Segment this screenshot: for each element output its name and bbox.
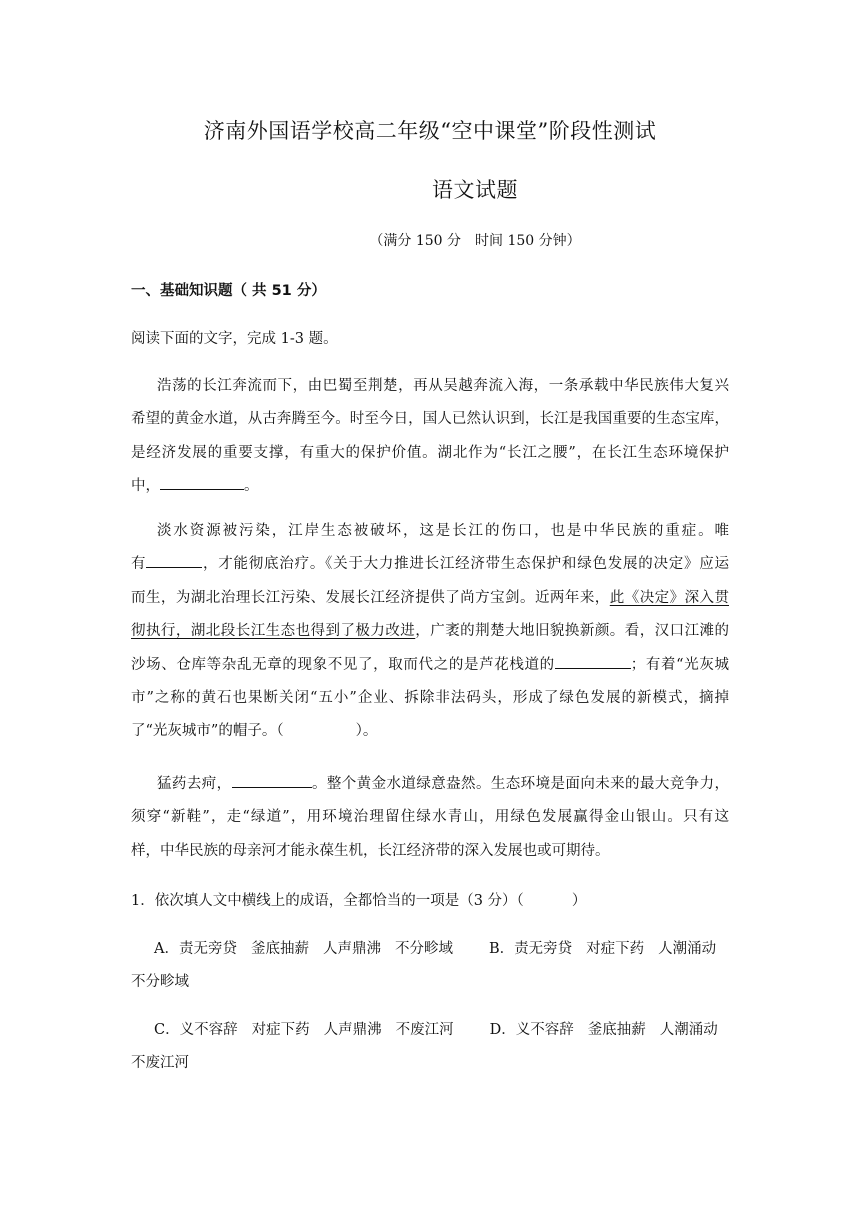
passage-paragraph-1 [131, 370, 729, 504]
passage-line [131, 548, 729, 581]
text-fragment: 而生，为湖北治理长江污染、发展长江经济提供了尚方宝剑。近两年来， [131, 589, 610, 606]
underlined-sentence: 彻执行，湖北段长江生态也得到了极力改进 [131, 623, 416, 640]
text-fragment: 猛药去疴， [157, 776, 232, 792]
passage-paragraph-2 [131, 515, 729, 749]
passage-line: 须穿“新鞋”，走“绿道”，用环境治理留住绿水青山，用绿色发展赢得金山银山。只有这 [131, 809, 729, 826]
option-a-word: 人声鼎沸 [322, 941, 381, 957]
text-fragment: 中， [131, 478, 160, 495]
text-fragment: 。 [244, 478, 259, 495]
fill-blank [160, 474, 244, 490]
option-a-word: 不分畛域 [394, 941, 453, 957]
passage-line [131, 649, 729, 682]
text-fragment: ，才能彻底治疗。《关于大力推进长江经济带生态保护和绿色发展的决定》应运 [202, 556, 730, 573]
passage-line: 是经济发展的重要支撑，有重大的保护价值。湖北作为“长江之腰”，在长江生态环境保护 [131, 444, 729, 461]
option-d-word: 釜底抽薪 [587, 1022, 646, 1038]
fill-blank [146, 552, 202, 568]
fill-blank [555, 652, 631, 668]
option-c-word: 对症下药 [251, 1022, 310, 1038]
section-heading: 一、基础知识题（ 共 51 分） [131, 283, 326, 299]
passage-line: 淡水资源被污染，江岸生态被破坏，这是长江的伤口，也是中华民族的重症。唯 [157, 523, 729, 539]
text-fragment: 。整个黄金水道绿意盎然。生态环境是面向未来的最大竞争力， [311, 776, 729, 792]
text-fragment: ，广袤的荆楚大地旧貌换新颜。看，汉口江滩的 [415, 623, 730, 640]
text-fragment: 有 [131, 556, 147, 573]
option-row: 不废江河 [131, 1055, 189, 1071]
passage-line: 希望的黄金水道，从古奔腾至今。时至今日，国人已然认识到，长江是我国重要的生态宝库， [131, 411, 729, 428]
text-fragment: 1．依次填人文中横线上的成语，全都恰当的一项是（3 分）（ [131, 893, 524, 909]
passage-line [131, 768, 729, 801]
option-b-label: B．责无旁贷 [488, 941, 573, 957]
passage-line [131, 582, 729, 615]
underlined-sentence: 此《决定》深入贯 [609, 589, 730, 606]
option-a-label: A．责无旁贷 [154, 941, 237, 957]
options-c-d [131, 1014, 729, 1080]
option-row [131, 1014, 729, 1047]
option-c-word: 不废江河 [395, 1022, 454, 1038]
option-c-word: 人声鼎沸 [323, 1022, 382, 1038]
option-d-word: 人潮涌动 [659, 1022, 718, 1038]
exam-subtitle: 语文试题 [432, 178, 518, 202]
passage-paragraph-3 [131, 768, 729, 868]
passage-line: 市”之称的黄石也果断关闭“五小”企业、拆除非法码头，形成了绿色发展的新模式，摘掉 [131, 690, 729, 707]
passage-line: 浩荡的长江奔流而下，由巴蜀至荆楚，再从吴越奔流入海，一条承载中华民族伟大复兴 [157, 378, 729, 394]
passage-line [131, 715, 729, 748]
text-fragment: 沙场、仓库等杂乱无章的现象不见了，取而代之的是芦花栈道的 [131, 656, 555, 673]
passage-line [131, 470, 729, 503]
option-b-word: 人潮涌动 [658, 941, 717, 957]
passage-line: 样，中华民族的母亲河才能永葆生机，长江经济带的深入发展也或可期待。 [131, 842, 610, 859]
exam-title: 济南外国语学校高二年级“空中课堂”阶段性测试 [203, 119, 657, 143]
option-a-word: 釜底抽薪 [250, 941, 309, 957]
option-b-word: 对症下药 [586, 941, 645, 957]
option-row [131, 933, 729, 966]
option-row: 不分畛域 [131, 974, 189, 990]
reading-instruction: 阅读下面的文字，完成 1-3 题。 [131, 331, 338, 347]
options-a-b [131, 933, 729, 999]
text-fragment: 了“光灰城市”的帽子。（ [131, 723, 284, 740]
option-d-label: D．义不容辞 [489, 1022, 574, 1038]
text-fragment: ）。 [355, 723, 378, 740]
text-fragment: ；有着“光灰城 [630, 656, 730, 673]
exam-info: （满分 150 分 时间 150 分钟） [369, 233, 581, 249]
passage-line [131, 615, 729, 648]
question-1-stem [131, 889, 586, 910]
text-fragment: ） [571, 893, 587, 909]
option-c-label: C．义不容辞 [154, 1022, 238, 1038]
fill-blank [232, 772, 312, 788]
